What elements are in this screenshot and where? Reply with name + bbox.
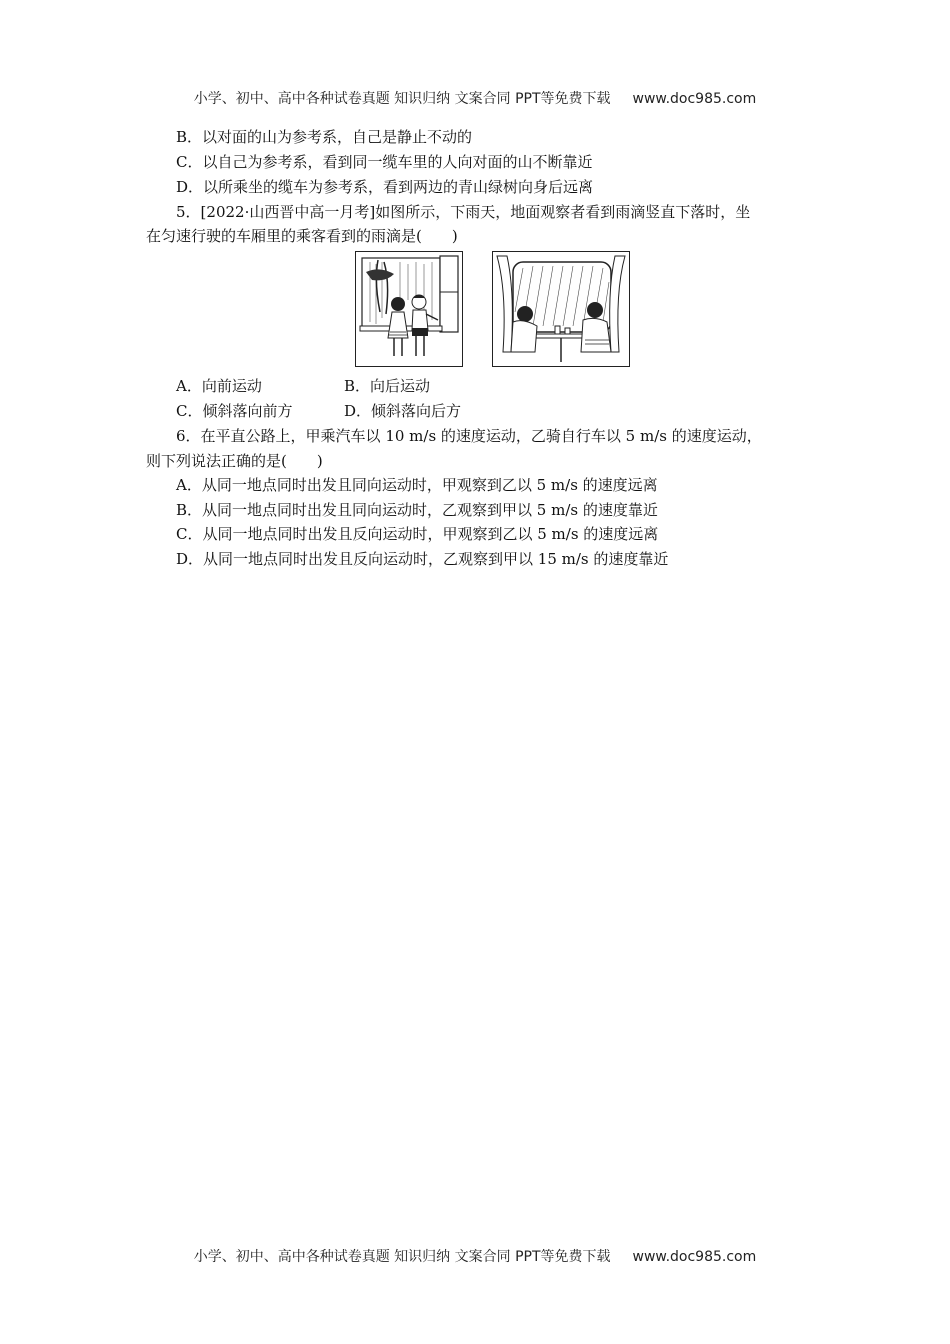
footer-site-link[interactable]: www.doc985.com bbox=[632, 1249, 757, 1265]
q6-option-c: C．从同一地点同时出发且反向运动时，甲观察到乙以 5 m/s 的速度远离 bbox=[176, 525, 659, 543]
q4-option-c: C．以自己为参考系，看到同一缆车里的人向对面的山不断靠近 bbox=[176, 153, 593, 171]
q5-option-d: D．倾斜落向后方 bbox=[344, 402, 462, 420]
q6-option-d: D．从同一地点同时出发且反向运动时，乙观察到甲以 15 m/s 的速度靠近 bbox=[176, 550, 669, 568]
page-footer bbox=[0, 1246, 950, 1266]
q5-figures bbox=[355, 251, 635, 369]
q5-option-b: B．向后运动 bbox=[344, 377, 431, 395]
q5-stem-line2: 在匀速行驶的车厢里的乘客看到的雨滴是( ) bbox=[146, 227, 458, 245]
q5-stem-line1: 5．[2022·山西晋中高一月考]如图所示，下雨天，地面观察者看到雨滴竖直下落时，坐 bbox=[176, 203, 751, 221]
figure-passengers-in-train bbox=[492, 251, 630, 367]
q5-option-a: A．向前运动 bbox=[176, 377, 262, 395]
header-site-link[interactable]: www.doc985.com bbox=[632, 91, 757, 107]
figure-children-at-window bbox=[355, 251, 463, 367]
q4-option-d: D．以所乘坐的缆车为参考系，看到两边的青山绿树向身后远离 bbox=[176, 178, 594, 196]
q4-option-b: B．以对面的山为参考系，自己是静止不动的 bbox=[176, 128, 473, 146]
q5-option-c: C．倾斜落向前方 bbox=[176, 402, 293, 420]
q6-option-b: B．从同一地点同时出发且同向运动时，乙观察到甲以 5 m/s 的速度靠近 bbox=[176, 501, 658, 519]
footer-text: 小学、初中、高中各种试卷真题 知识归纳 文案合同 PPT等免费下载 bbox=[193, 1249, 611, 1265]
q5-options-row1 bbox=[176, 376, 431, 396]
q6-stem-line2: 则下列说法正确的是( ) bbox=[146, 452, 323, 470]
q6-option-a: A．从同一地点同时出发且同向运动时，甲观察到乙以 5 m/s 的速度远离 bbox=[176, 476, 658, 494]
page-header bbox=[0, 88, 950, 108]
header-text: 小学、初中、高中各种试卷真题 知识归纳 文案合同 PPT等免费下载 bbox=[193, 91, 611, 107]
q6-stem-line1: 6．在平直公路上，甲乘汽车以 10 m/s 的速度运动，乙骑自行车以 5 m/s 的速度运动， bbox=[176, 427, 762, 445]
q5-options-row2 bbox=[176, 401, 462, 421]
